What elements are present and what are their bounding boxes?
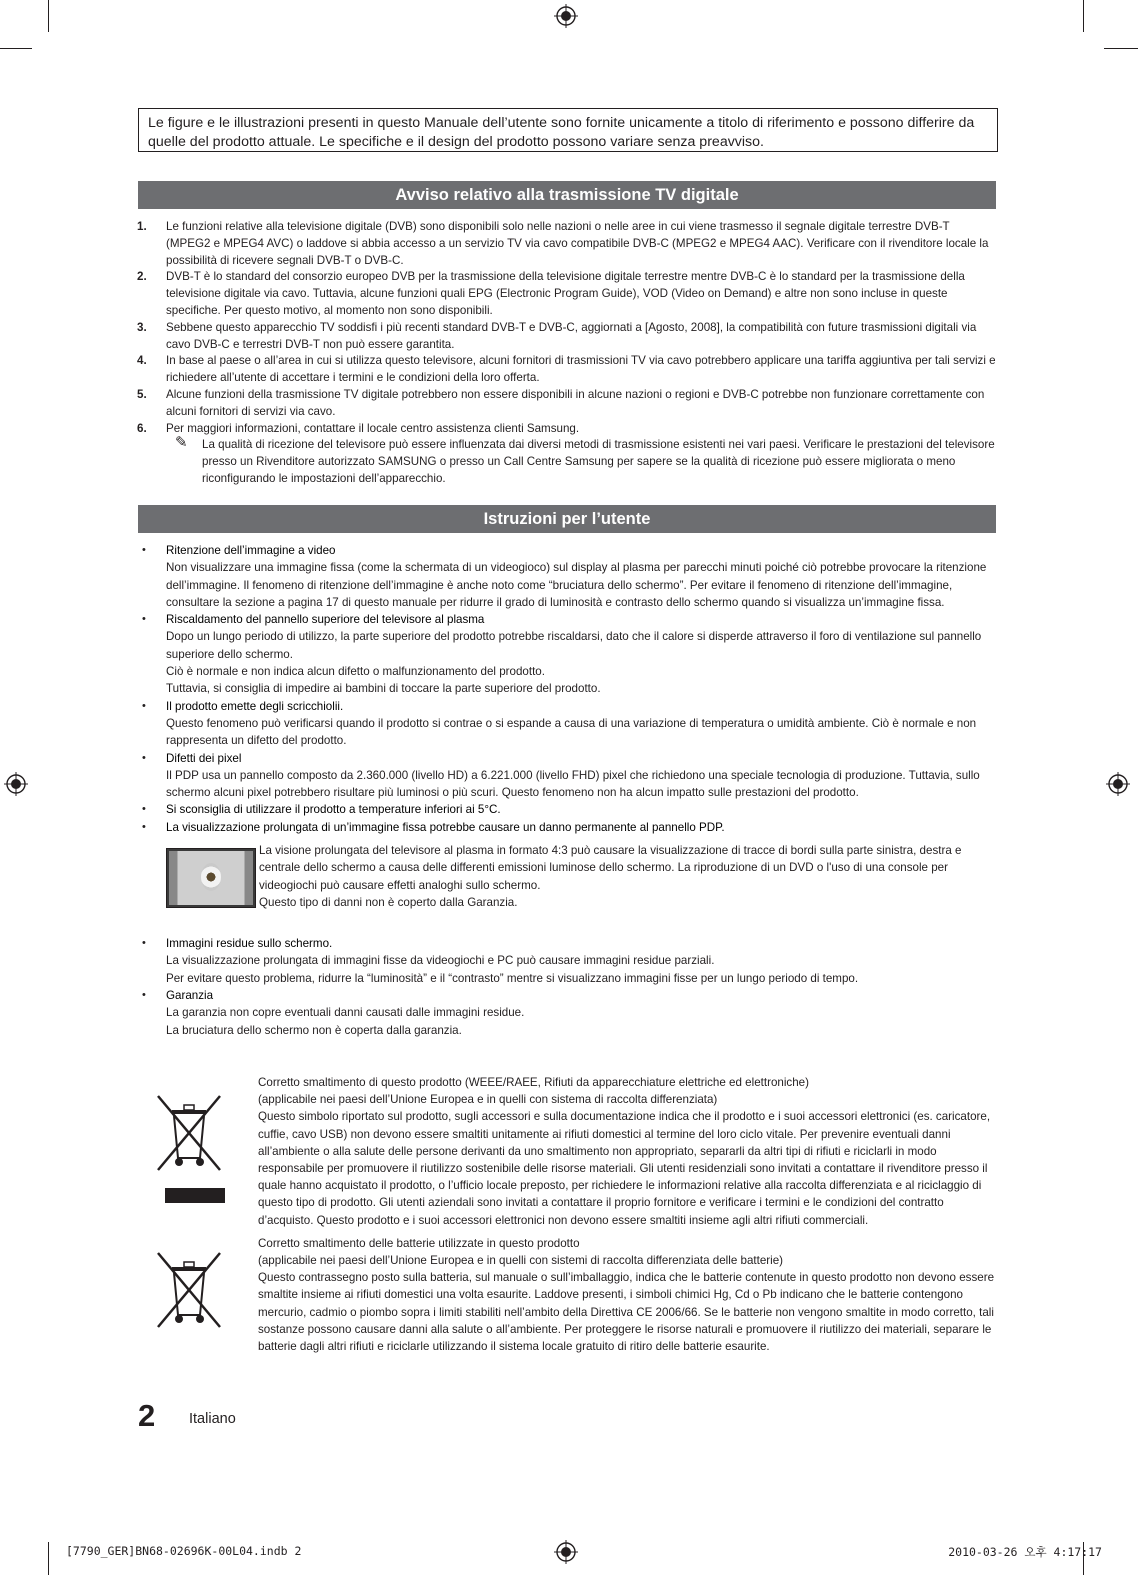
list-item: 4. In base al paese o all’area in cui si utilizza questo televisore, alcuni fornitori di trasmissioni TV via cavo potrebbero applicare una tariffa aggiuntiva per tali servizi e richiedere all’utente di accettare i termini e le condizioni della loro offerta. <box>137 354 996 385</box>
bullet-icon: • <box>142 820 146 833</box>
registration-mark-icon <box>554 4 578 28</box>
crop-mark <box>0 48 32 49</box>
registration-mark-icon <box>4 772 28 796</box>
registration-mark-icon <box>554 1540 578 1564</box>
crop-mark <box>48 1542 49 1575</box>
page-number: 2 <box>138 1398 156 1433</box>
list-item: 6. Per maggiori informazioni, contattare il locale centro assistenza clienti Samsung. <box>137 421 580 435</box>
bullet-icon: • <box>142 988 146 1001</box>
list-item: 2. DVB-T è lo standard del consorzio europeo DVB per la trasmissione della televisione digitale terrestre mentre DVB-C è lo standard per la trasmissione della televisione digitale via cavo. Tuttavia, alcune funzioni quali EPG (Electronic Program Guide), VOD (Video on Demand) e altre non sono incluse in queste specifiche. Per questo motivo, al momento non sono disponibili. <box>137 270 965 317</box>
print-slug-timestamp: 2010-03-26 오후 4:17:17 <box>948 1545 1102 1559</box>
tv-screen-image <box>166 848 256 908</box>
bullet-icon: • <box>142 544 146 556</box>
bullet-list <box>137 542 997 1039</box>
bin-underline-bar <box>165 1188 225 1203</box>
section-header-user-instructions: Istruzioni per l’utente <box>138 505 996 533</box>
bullet-icon: • <box>142 937 146 950</box>
list-item: • Riscaldamento del pannello superiore del televisore al plasma Dopo un lungo periodo di utilizzo, la parte superiore del prodotto potrebbe riscaldarsi, dato che il calore si disperde attraverso il foro di ventilazione sul pannello superiore dello schermo. Ciò è normale e non indica alcun difetto o malfunzionamento del prodotto. Tuttavia, si consiglia di impedire ai bambini di toccare la parte superiore del prodotto. <box>142 613 982 696</box>
bullet-icon: • <box>142 699 146 712</box>
page-language: Italiano <box>189 1411 236 1427</box>
section-header-digital-tv: Avviso relativo alla trasmissione TV digitale <box>138 181 996 209</box>
list-item: • Garanzia La garanzia non copre eventuali danni causati dalle immagini residue. La bruciatura dello schermo non è coperta dalla garanzia. <box>142 988 525 1037</box>
note-pencil-icon: ✎ <box>175 434 188 452</box>
crop-mark <box>1104 48 1138 49</box>
list-item: • Si sconsiglia di utilizzare il prodotto a temperature inferiori ai 5°C. <box>137 801 997 818</box>
list-item: 5. Alcune funzioni della trasmissione TV digitale potrebbero non essere disponibili in alcune nazioni o regioni e DVB-C potrebbe non funzionare correttamente con alcuni fornitori di servizi via cavo. <box>137 387 985 418</box>
list-item: • Il prodotto emette degli scricchiolii. Questo fenomeno può verificarsi quando il prodotto si contrae o si espande a causa di una variazione di temperatura o umidità ambiente. Ciò è normale e non rappresenta un difetto del prodotto. <box>142 699 977 748</box>
disclaimer-box: Le figure e le illustrazioni presenti in questo Manuale dell’utente sono fornite unicamente a titolo di riferimento e possono differire da quelle del prodotto attuale. Le specifiche e il design del prodotto possono variare senza preavviso. <box>138 108 998 152</box>
crossed-bin-icon <box>152 1251 226 1329</box>
crossed-bin-icon <box>152 1094 226 1172</box>
numbered-list <box>137 219 997 488</box>
crop-mark <box>1083 0 1084 32</box>
print-slug-file: [7790_GER]BN68-02696K-00L04.indb 2 <box>66 1544 302 1558</box>
disposal-section <box>138 1074 998 1355</box>
battery-block: Corretto smaltimento delle batterie utilizzate in questo prodotto (applicabile nei paesi dell’Unione Europea e in quelli con sistemi di raccolta differenziata delle batterie) Questo contrassegno posto sulla batteria, sul manuale o sull’imballaggio, indica che le batterie contenute in questo prodotto non devono essere smaltite insieme ai rifiuti domestici una volta esaurite. Laddove presenti, i simboli chimici Hg, Cd o Pb indicano che le batterie contengono mercurio, cadmio o piombo sopra i limiti stabiliti nell’ambito della Direttiva CE 2006/66. Se le batterie non vengono smaltite in modo corretto, tali sostanze possono causare danni alla salute o all’ambiente. Per proteggere le risorse naturali e promuovere il riutilizzo dei materiali, separare le batterie dagli altri rifiuti e riciclarle utilizzando il sistema locale gratuito di ritiro delle batterie esaurite. <box>138 1235 998 1355</box>
list-item: 3. Sebbene questo apparecchio TV soddisfi i più recenti standard DVB-T e DVB-C, aggiornati a [Agosto, 2008], la compatibilità con future trasmissioni digitali via cavo DVB-C e terrestri DVB-T non può essere garantita. <box>137 320 977 351</box>
list-item: • Difetti dei pixel Il PDP usa un pannello composto da 2.360.000 (livello HD) a 6.221.000 (livello FHD) pixel che richiedono una speciale tecnologia di produzione. Tuttavia, sullo schermo alcuni pixel potrebbero risultare più luminosi o più scuri. Questo fenomeno non ha alcun impatto sulle prestazioni del prodotto. <box>142 751 980 800</box>
list-item: 1. Le funzioni relative alla televisione digitale (DVB) sono disponibili solo nelle nazioni o nelle aree in cui viene trasmesso il segnale digitale terrestre DVB-T (MPEG2 e MPEG4 AVC) o laddove si abbia accesso a un servizio TV via cavo compatibile DVB-C (MPEG2 e MPEG4 AAC). Verificare con il rivenditore locale la possibilità di ricevere segnali DVB-T o DVB-C. <box>137 220 989 267</box>
bullet-icon: • <box>142 613 146 626</box>
list-item: • Ritenzione dell’immagine a video Non visualizzare una immagine fissa (come la schermata di un videogioco) sul display al plasma per parecchi minuti poiché ciò potrebbe provocare la ritenzione dell’immagine. Il fenomeno di ritenzione dell’immagine è anche noto come “bruciatura dello schermo”. Per evitare il fenomeno di ritenzione dell’immagine, consultare la sezione a pagina 17 di questo manuale per ridurre il grado di luminosità e contrasto dello schermo quando si visualizza un’immagine fissa. <box>142 544 987 609</box>
bullet-icon: • <box>142 751 146 764</box>
note: ✎ La qualità di ricezione del televisore può essere influenzata dai diversi metodi di trasmissione esistenti nei vari paesi. Verificare le prestazioni del televisore presso un Rivenditore autorizzato SAMSUNG o presso un Call Centre Samsung per sapere se la qualità di ricezione può essere migliorata o meno riconfigurando le impostazioni dell’apparecchio. <box>175 434 995 485</box>
bullet-icon: • <box>142 803 146 816</box>
weee-block: Corretto smaltimento di questo prodotto (WEEE/RAEE, Rifiuti da apparecchiature elettriche ed elettroniche) (applicabile nei paesi dell’Unione Europea e in quelli con sistema di raccolta differenziata) Questo simbolo riportato sul prodotto, sugli accessori e sulla documentazione indica che il prodotto e i suoi accessori elettronici (es. caricatore, cuffie, cavo USB) non devono essere smaltiti unitamente ai rifiuti domestici al termine del loro ciclo vitale. Per prevenire eventuali danni all’ambiente o alla salute delle persone derivanti da uno smaltimento non appropriato, separarli da altri tipi di rifiuti e riciclarli in modo responsabile per promuovere il riutilizzo sostenibile delle risorse materiali. Gli utenti residenziali sono invitati a contattare il rivenditore presso il quale hanno acquistato il prodotto, o l’ufficio locale preposto, per richiedere le informazioni relative alla raccolta differenziata e al riciclaggio di questo tipo di prodotto. Gli utenti aziendali sono invitati a contattare il proprio fornitore e verificare i termini e le condizioni del contratto d’acquisto. Questo prodotto e i suoi accessori elettronici non devono essere smaltiti insieme agli altri rifiuti commerciali. <box>138 1074 998 1229</box>
crop-mark <box>48 0 49 32</box>
pdp-illustration-block: La visione prolungata del televisore al plasma in formato 4:3 può causare la visualizzazione di tracce di bordi sulla parte sinistra, destra e centrale dello schermo a causa delle differenti emissioni luminose dello schermo. La riproduzione di un DVD o l'uso di una console per videogiochi può causare effetti analoghi sullo schermo. Questo tipo di danni non è coperto dalla Garanzia. <box>137 842 997 927</box>
list-item: • La visualizzazione prolungata di un’immagine fissa potrebbe causare un danno permanente al pannello PDP. <box>137 819 997 836</box>
list-item: • Immagini residue sullo schermo. La visualizzazione prolungata di immagini fisse da videogiochi e PC può causare immagini residue parziali. Per evitare questo problema, ridurre la “luminosità” e il “contrasto” mentre si visualizzano immagini fisse per un lungo periodo di tempo. <box>142 937 859 985</box>
registration-mark-icon <box>1106 772 1130 796</box>
